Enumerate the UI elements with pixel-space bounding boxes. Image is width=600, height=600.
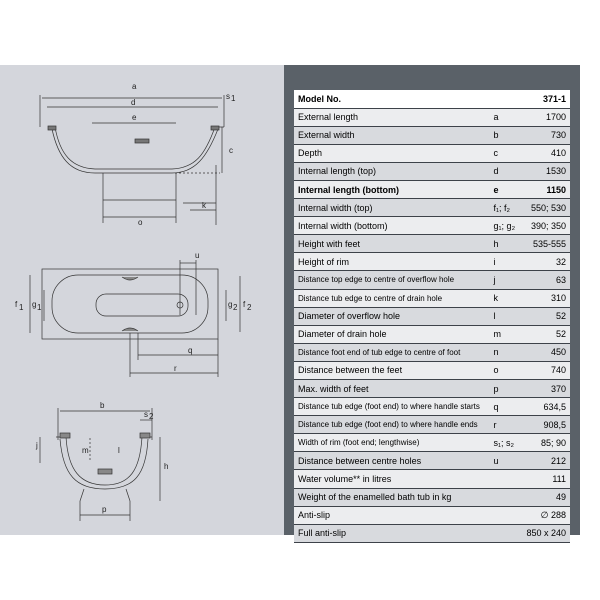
row-label: Distance between the feet xyxy=(294,361,490,379)
row-symbol: g₁; g₂ xyxy=(490,217,523,235)
row-value: 310 xyxy=(522,289,570,307)
table-row xyxy=(294,144,570,162)
row-symbol: c xyxy=(490,144,523,162)
table-row xyxy=(294,524,570,542)
table-row xyxy=(294,361,570,379)
row-symbol: l xyxy=(490,307,523,325)
dim-label-k: k xyxy=(202,201,206,210)
row-value: 390; 350 xyxy=(522,217,570,235)
row-symbol: s₁; s₂ xyxy=(490,434,523,452)
table-row xyxy=(294,235,570,253)
row-value: 85; 90 xyxy=(522,434,570,452)
model-no-value: 371-1 xyxy=(522,90,570,108)
row-label: Full anti-slip xyxy=(294,524,490,542)
plan-view xyxy=(30,260,240,377)
dim-label-h: h xyxy=(164,462,169,471)
row-symbol xyxy=(490,488,523,506)
side-view-labels xyxy=(131,82,236,227)
row-label: Distance between centre holes xyxy=(294,452,490,470)
row-label: External length xyxy=(294,108,490,126)
row-symbol: i xyxy=(490,253,523,271)
row-label: Distance tub edge (foot end) to where handle starts xyxy=(294,398,490,416)
row-value: 634,5 xyxy=(522,398,570,416)
specification-table xyxy=(294,90,570,543)
dim-label-f2: f xyxy=(243,300,246,309)
row-label: Internal width (bottom) xyxy=(294,217,490,235)
dim-label-s1: s xyxy=(226,92,230,101)
dim-label-c: c xyxy=(229,146,233,155)
row-value: 32 xyxy=(522,253,570,271)
row-symbol: m xyxy=(490,325,523,343)
row-label: Weight of the enamelled bath tub in kg xyxy=(294,488,490,506)
dim-label-j: j xyxy=(36,441,38,450)
dim-label-f1: f xyxy=(15,300,18,309)
row-label: Anti-slip xyxy=(294,506,490,524)
row-label: Depth xyxy=(294,144,490,162)
row-symbol: a xyxy=(490,108,523,126)
row-value: 111 xyxy=(522,470,570,488)
row-label: Internal length (bottom) xyxy=(294,180,490,198)
row-label: Height with feet xyxy=(294,235,490,253)
row-label: Diameter of drain hole xyxy=(294,325,490,343)
bathtub-drawings xyxy=(0,65,284,535)
table-row xyxy=(294,434,570,452)
dim-label-r: r xyxy=(174,364,177,373)
table-row xyxy=(294,506,570,524)
row-value: 740 xyxy=(522,361,570,379)
row-value: 49 xyxy=(522,488,570,506)
row-label: Diameter of overflow hole xyxy=(294,307,490,325)
row-symbol: r xyxy=(490,416,523,434)
dim-label-b: b xyxy=(100,401,105,410)
row-symbol: b xyxy=(490,126,523,144)
model-no-label: Model No. xyxy=(294,90,490,108)
row-label: Distance top edge to centre of overflow hole xyxy=(294,271,490,289)
dim-label-g2: g xyxy=(228,300,233,309)
row-symbol: f₁; f₂ xyxy=(490,199,523,217)
dim-label-u: u xyxy=(195,251,200,260)
row-value: 370 xyxy=(522,380,570,398)
table-row xyxy=(294,289,570,307)
row-value: 63 xyxy=(522,271,570,289)
row-label: External width xyxy=(294,126,490,144)
row-label: Max. width of feet xyxy=(294,380,490,398)
row-symbol: d xyxy=(490,162,523,180)
svg-text:2: 2 xyxy=(247,303,252,312)
row-symbol xyxy=(490,470,523,488)
table-row xyxy=(294,488,570,506)
row-value: 730 xyxy=(522,126,570,144)
row-symbol: j xyxy=(490,271,523,289)
technical-drawing-panel xyxy=(0,65,284,535)
row-value: 1530 xyxy=(522,162,570,180)
table-row xyxy=(294,398,570,416)
row-symbol: e xyxy=(490,180,523,198)
row-symbol: u xyxy=(490,452,523,470)
svg-text:1: 1 xyxy=(37,303,42,312)
row-value: 410 xyxy=(522,144,570,162)
row-value: 1150 xyxy=(522,180,570,198)
row-symbol: k xyxy=(490,289,523,307)
row-symbol xyxy=(490,524,523,542)
svg-text:1: 1 xyxy=(231,94,236,103)
dim-label-d: d xyxy=(131,98,136,107)
row-value: 52 xyxy=(522,307,570,325)
row-label: Water volume** in litres xyxy=(294,470,490,488)
table-row xyxy=(294,199,570,217)
table-row xyxy=(294,126,570,144)
row-symbol xyxy=(490,506,523,524)
table-row xyxy=(294,180,570,198)
row-value: 450 xyxy=(522,343,570,361)
table-row xyxy=(294,343,570,361)
row-symbol: h xyxy=(490,235,523,253)
table-row xyxy=(294,307,570,325)
row-label: Distance foot end of tub edge to centre of foot xyxy=(294,343,490,361)
row-value: 550; 530 xyxy=(522,199,570,217)
table-row xyxy=(294,162,570,180)
dim-label-g1: g xyxy=(32,300,37,309)
row-label: Internal length (top) xyxy=(294,162,490,180)
row-symbol: p xyxy=(490,380,523,398)
dim-label-p: p xyxy=(102,505,107,514)
dim-label-a: a xyxy=(132,82,137,91)
dim-label-q: q xyxy=(188,346,193,355)
table-row xyxy=(294,452,570,470)
table-row xyxy=(294,217,570,235)
row-label: Height of rim xyxy=(294,253,490,271)
svg-text:2: 2 xyxy=(233,303,238,312)
row-value: 52 xyxy=(522,325,570,343)
table-row xyxy=(294,380,570,398)
table-row xyxy=(294,108,570,126)
dim-label-l: l xyxy=(118,446,120,455)
row-value: 908,5 xyxy=(522,416,570,434)
row-symbol: n xyxy=(490,343,523,361)
end-section-view xyxy=(40,408,160,521)
table-row xyxy=(294,271,570,289)
row-value: 212 xyxy=(522,452,570,470)
row-label: Distance tub edge (foot end) to where handle ends xyxy=(294,416,490,434)
table-row xyxy=(294,253,570,271)
row-value: 535-555 xyxy=(522,235,570,253)
end-view-labels xyxy=(35,401,168,514)
row-label: Internal width (top) xyxy=(294,199,490,217)
row-symbol: q xyxy=(490,398,523,416)
dim-label-m: m xyxy=(82,446,89,455)
table-header-row xyxy=(294,90,570,108)
row-label: Width of rim (foot end; lengthwise) xyxy=(294,434,490,452)
svg-text:1: 1 xyxy=(19,303,24,312)
row-value: 850 x 240 xyxy=(522,524,570,542)
row-value: 1700 xyxy=(522,108,570,126)
row-label: Distance tub edge to centre of drain hole xyxy=(294,289,490,307)
row-symbol: o xyxy=(490,361,523,379)
dim-label-s2: s xyxy=(144,410,148,419)
svg-text:2: 2 xyxy=(149,412,154,421)
table-row xyxy=(294,416,570,434)
dim-label-e: e xyxy=(132,113,137,122)
table-row xyxy=(294,325,570,343)
specification-panel xyxy=(284,65,580,539)
row-value: ∅ 288 xyxy=(522,506,570,524)
dim-label-o: o xyxy=(138,218,143,227)
table-row xyxy=(294,470,570,488)
